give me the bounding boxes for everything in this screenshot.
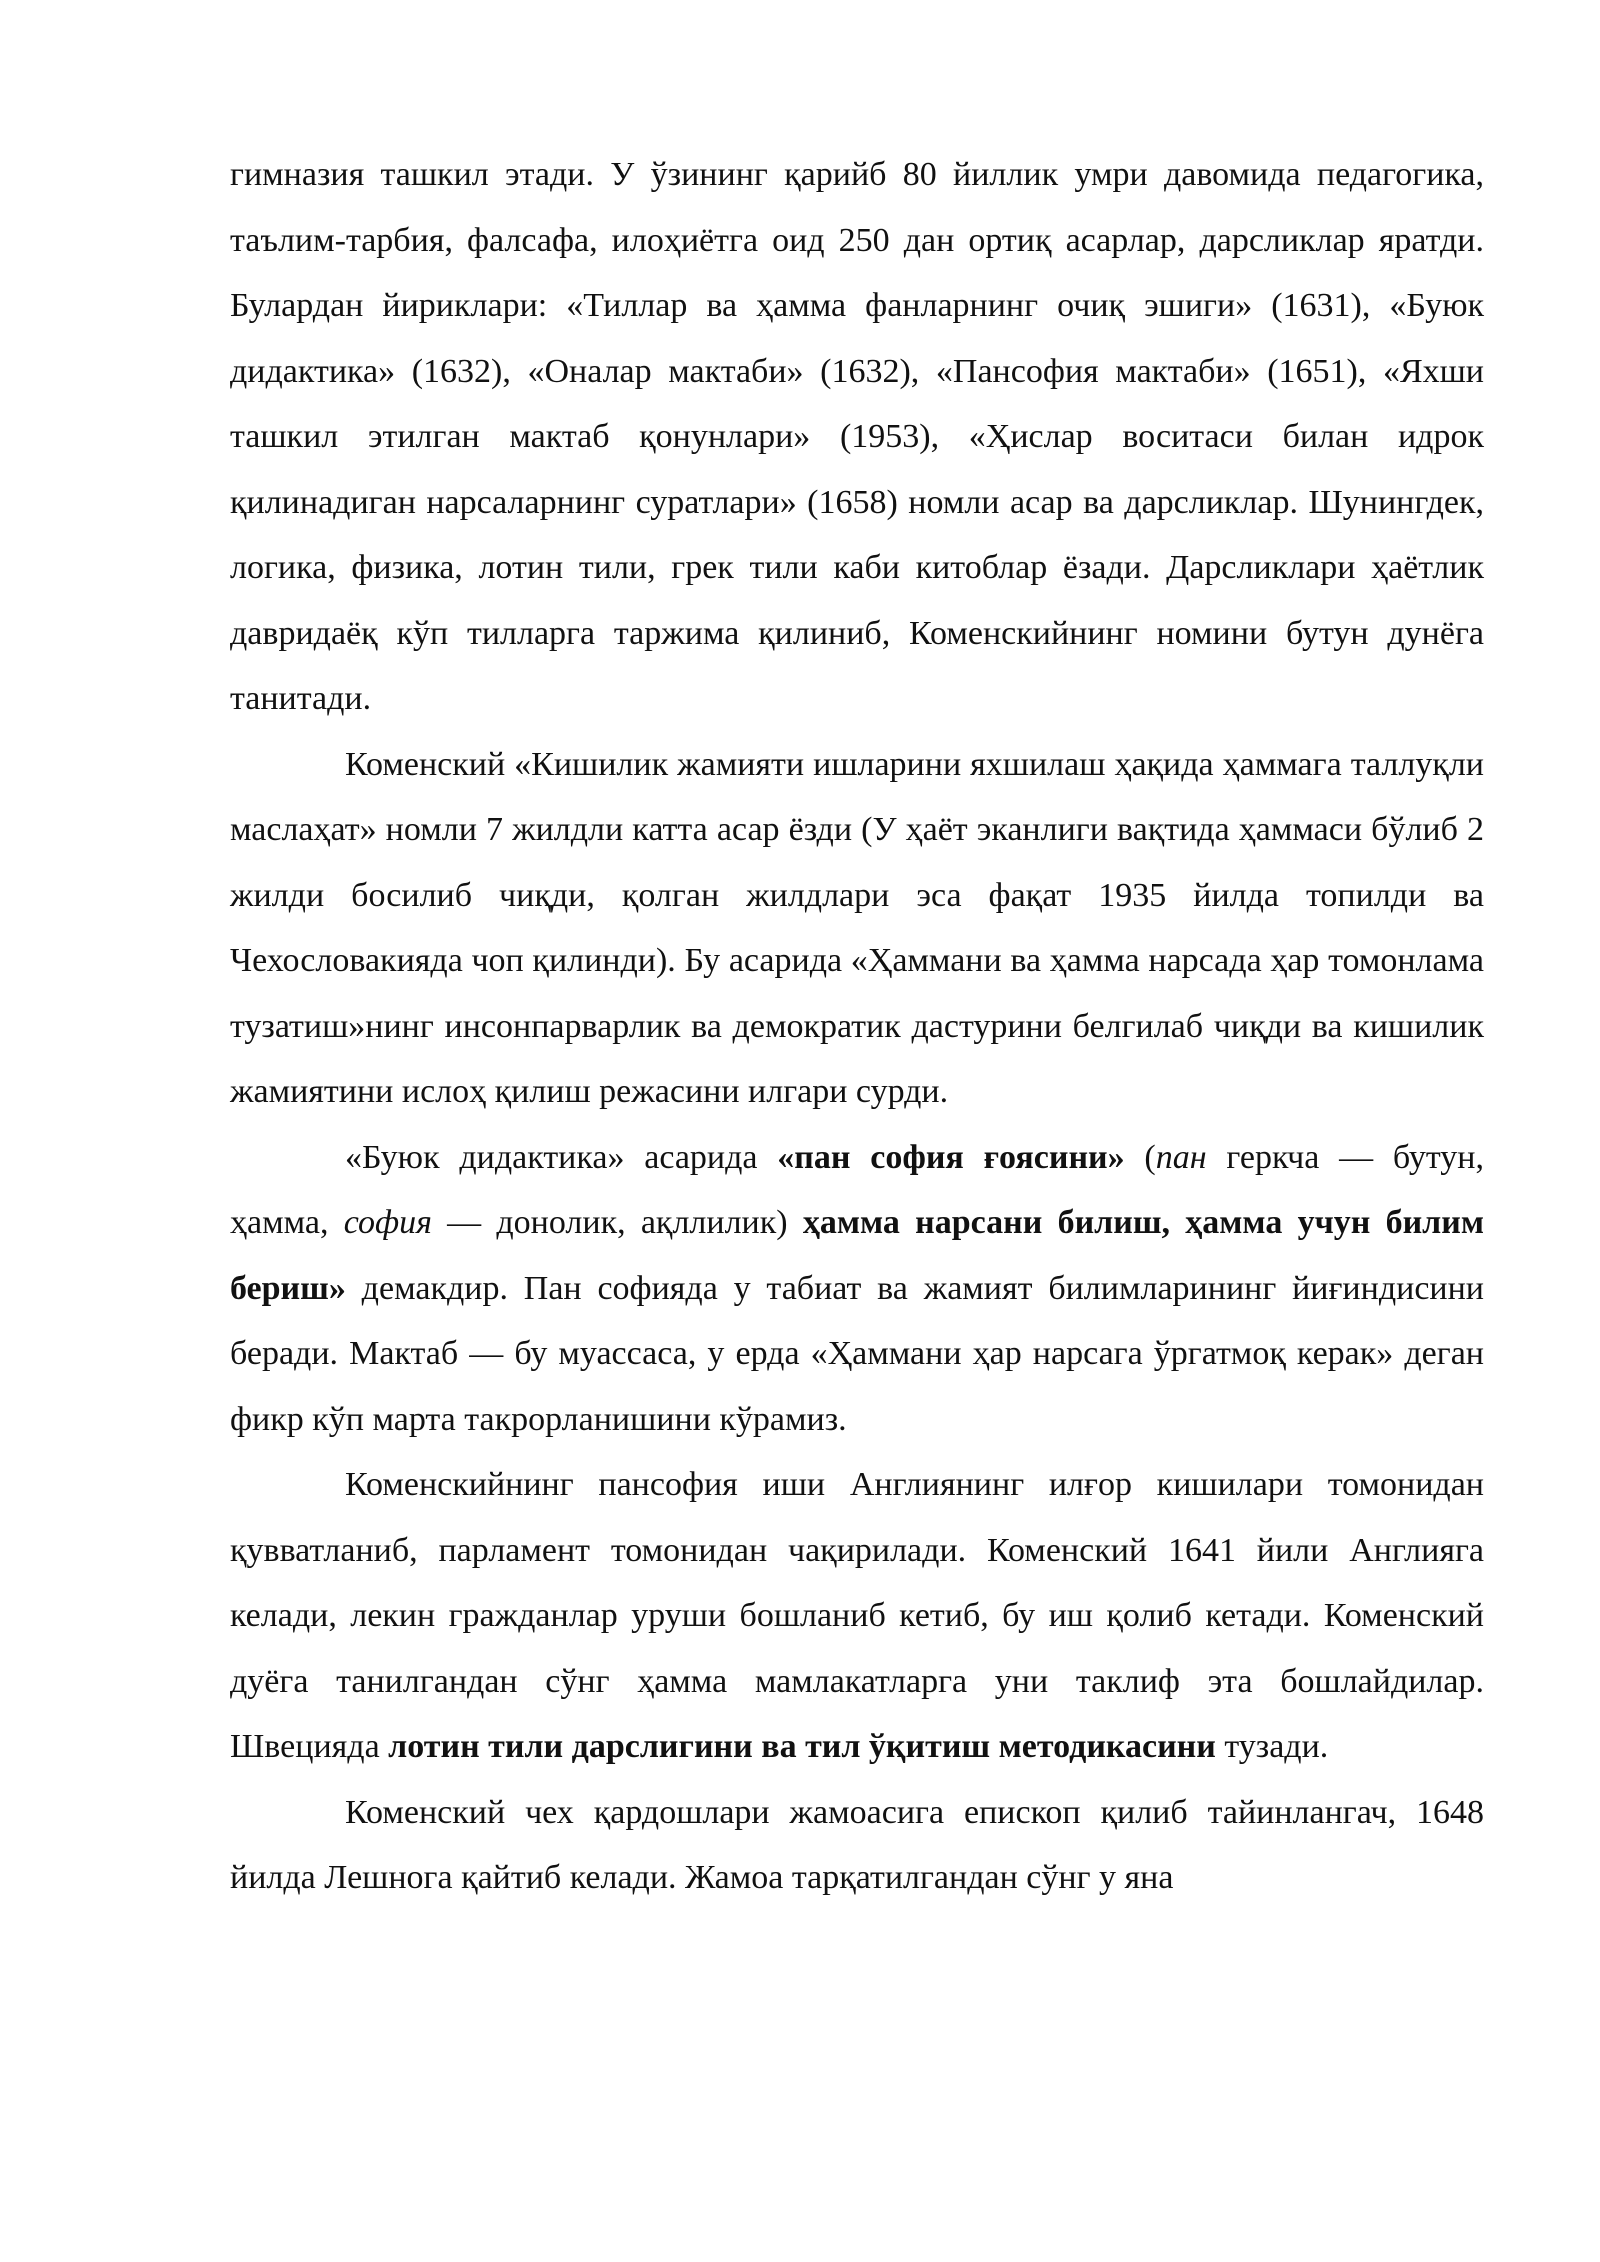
text-run: тузади. — [1215, 1728, 1329, 1765]
bold-text: лотин тили дарслигини ва тил ўқитиш методикасини — [388, 1728, 1216, 1765]
text-run: — донолик, ақллилик) — [431, 1204, 803, 1241]
bold-text: «пан софия ғоясини» — [777, 1138, 1125, 1176]
italic-text: софия — [343, 1204, 432, 1241]
paragraph — [230, 1452, 1484, 1780]
paragraph — [230, 1780, 1484, 1911]
italic-text: пан — [1155, 1138, 1207, 1176]
paragraph — [230, 142, 1484, 732]
document-body — [230, 142, 1484, 1911]
text-run: демакдир. Пан софияда у табиат ва жамият билимларининг йиғиндисини беради. Мактаб — бу муассаса, у ерда «Ҳаммани ҳар нарсага ўргатмоқ керак» деган фикр кўп марта такрорланишини кўрамиз. — [230, 1269, 1484, 1438]
text-run: Коменский чех қардошлари жамоасига епископ қилиб тайинлангач, 1648 йилда Лешнога қайтиб келади. Жамоа тарқатилгандан сўнг у яна — [230, 1793, 1484, 1896]
bold-text: ҳамма нарсани билиш, ҳамма учун билим бериш» — [230, 1204, 1485, 1307]
text-run: Коменскийнинг пансофия иши Англиянинг илғор кишилари томонидан қувватланиб, парламент томонидан чақирилади. Коменский 1641 йили Англияга келади, лекин гражданлар уруши бошланиб кетиб, бу иш қолиб кетади. Коменский дуёга танилгандан сўнг ҳамма мамлакатларга уни таклиф эта бошлайдилар. Швецияда — [230, 1466, 1484, 1765]
text-run: ( — [1124, 1138, 1156, 1176]
paragraph — [230, 1125, 1484, 1453]
text-run: гимназия ташкил этади. У ўзининг қарийб 80 йиллик умри давомида педагогика, таълим-тарбия, фалсафа, илоҳиётга оид 250 дан ортиқ асарлар, дарсликлар яратди. Булардан йириклари: «Тиллар ва ҳамма фанларнинг очиқ эшиги» (1631), «Буюк дидактика» (1632), «Оналар мактаби» (1632), «Пансофия мактаби» (1651), «Яхши ташкил этилган мактаб қонунлари» (1953), «Ҳислар воситаси билан идрок қилинадиган нарсаларнинг суратлари» (1658) номли асар ва дарсликлар. Шунингдек, логика, физика, лотин тили, грек тили каби китоблар ёзади. Дарсликлари ҳаётлик давридаёқ кўп тилларга таржима қилиниб, Коменскийнинг номини бутун дунёга танитади. — [230, 156, 1484, 717]
text-run: «Буюк дидактика» асарида — [345, 1138, 778, 1176]
text-run: геркча — бутун, ҳамма, — [230, 1138, 1485, 1241]
paragraph — [230, 732, 1484, 1125]
text-run: Коменский «Кишилик жамияти ишларини яхшилаш ҳақида ҳаммага таллуқли маслаҳат» номли 7 жилдли катта асар ёзди (У ҳаёт эканлиги вақтида ҳаммаси бўлиб 2 жилди босилиб чиқди, қолган жилдлари эса фақат 1935 йилда топилди ва Чехословакияда чоп қилинди). Бу асарида «Ҳаммани ва ҳамма нарсада ҳар томонлама тузатиш»нинг инсонпарварлик ва демократик дастурини белгилаб чиқди ва кишилик жамиятини ислоҳ қилиш режасини илгари сурди. — [230, 745, 1484, 1110]
